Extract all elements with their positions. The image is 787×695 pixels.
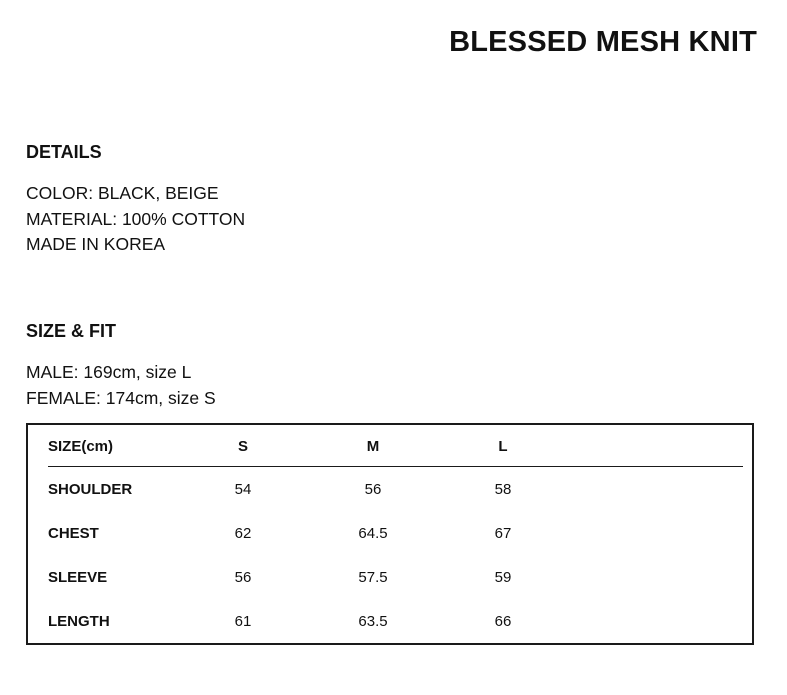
size-fit-heading: SIZE & FIT [26, 321, 116, 341]
size-chart-table [26, 423, 754, 645]
row-label: CHEST [48, 525, 99, 542]
row-label: SLEEVE [48, 569, 108, 586]
cell-size-s: 56 [234, 569, 252, 586]
cell-size-s: 54 [234, 481, 252, 498]
cell-size-l: 59 [494, 569, 512, 586]
cell-size-s: 62 [234, 525, 252, 542]
size-chart-header-l: L [498, 438, 508, 455]
male-model-fit-line: MALE: 169cm, size L [26, 362, 192, 382]
row-label: SHOULDER [48, 481, 133, 498]
size-chart-header-label: SIZE(cm) [48, 438, 114, 455]
cell-size-m: 64.5 [358, 525, 388, 542]
product-title: BLESSED MESH KNIT [449, 26, 757, 58]
table-row [28, 525, 752, 545]
cell-size-s: 61 [234, 613, 252, 630]
cell-size-l: 67 [494, 525, 512, 542]
cell-size-l: 58 [494, 481, 512, 498]
size-fit-list [26, 360, 216, 411]
cell-size-l: 66 [494, 613, 512, 630]
table-row [28, 481, 752, 501]
size-chart-header-row [28, 438, 752, 458]
details-color-line: COLOR: BLACK, BEIGE [26, 183, 219, 203]
female-model-fit-line: FEMALE: 174cm, size S [26, 387, 216, 408]
details-origin-line: MADE IN KOREA [26, 234, 166, 254]
size-chart-header-m: M [366, 438, 380, 455]
table-row [28, 613, 752, 633]
cell-size-m: 57.5 [358, 569, 388, 586]
table-row [28, 569, 752, 589]
size-chart-header-divider [48, 466, 743, 467]
size-chart-header-s: S [237, 438, 248, 455]
row-label: LENGTH [48, 613, 110, 630]
cell-size-m: 63.5 [358, 613, 388, 630]
details-list [26, 181, 245, 258]
details-material-line: MATERIAL: 100% COTTON [26, 208, 246, 229]
details-heading: DETAILS [26, 142, 102, 162]
cell-size-m: 56 [364, 481, 382, 498]
